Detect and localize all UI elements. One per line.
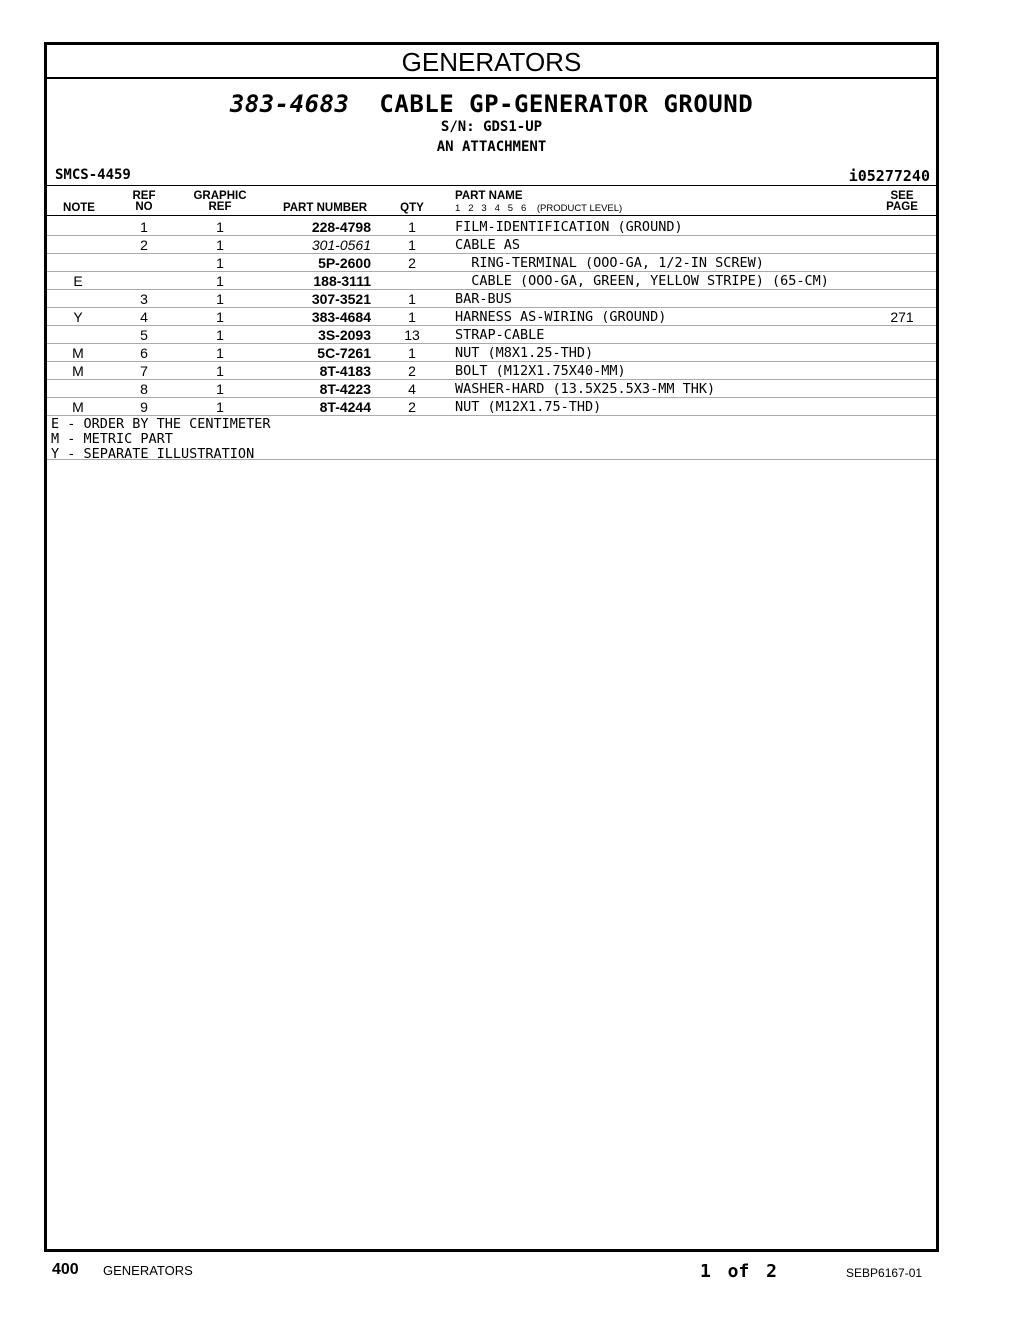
col-ref-no: REF NO xyxy=(132,190,156,213)
note-cell: M xyxy=(72,345,84,361)
part-number-cell: 307-3521 xyxy=(311,291,371,307)
part-number-cell: 8T-4244 xyxy=(319,399,371,415)
qty-cell: 1 xyxy=(408,237,416,253)
part-name-cell: FILM-IDENTIFICATION (GROUND) xyxy=(455,219,683,235)
col-qty: QTY xyxy=(400,202,424,214)
graphic-ref-cell: 1 xyxy=(216,399,224,415)
header-bottom-rule xyxy=(47,215,936,216)
qty-cell: 1 xyxy=(408,309,416,325)
smcs-code: SMCS-4459 xyxy=(55,167,131,183)
part-number-cell: 228-4798 xyxy=(311,219,371,235)
ref-no-cell: 1 xyxy=(140,219,148,235)
part-number-cell: 8T-4223 xyxy=(319,381,371,397)
footer-page-of: 1 of 2 xyxy=(700,1261,778,1282)
note-cell: Y xyxy=(73,309,83,325)
part-name-cell: WASHER-HARD (13.5X25.5X3-MM THK) xyxy=(455,381,716,397)
illustration-id: i05277240 xyxy=(848,167,930,185)
group-name: CABLE GP-GENERATOR GROUND xyxy=(379,90,754,118)
ref-no-cell: 6 xyxy=(140,345,148,361)
table-row xyxy=(47,217,936,235)
footer-doc-id: SEBP6167-01 xyxy=(846,1266,923,1280)
part-number-cell: 188-3111 xyxy=(313,273,371,289)
qty-cell: 13 xyxy=(404,327,420,343)
part-name-cell: HARNESS AS-WIRING (GROUND) xyxy=(455,309,667,325)
note-e: E - ORDER BY THE CENTIMETER xyxy=(51,416,271,432)
graphic-ref-cell: 1 xyxy=(216,327,224,343)
ref-no-cell: 9 xyxy=(140,399,148,415)
part-number-cell: 5C-7261 xyxy=(317,345,371,361)
part-name-cell: CABLE (OOO-GA, GREEN, YELLOW STRIPE) (65-CM) xyxy=(455,273,829,289)
qty-cell: 1 xyxy=(408,291,416,307)
notes-bottom-rule xyxy=(47,459,936,460)
graphic-ref-cell: 1 xyxy=(216,309,224,325)
col-graphic-ref: GRAPHIC REF xyxy=(193,190,247,213)
section-title: GENERATORS xyxy=(47,45,936,79)
serial-number: S/N: GDS1-UP xyxy=(440,119,543,135)
note-cell: E xyxy=(73,273,83,289)
qty-cell: 2 xyxy=(408,363,416,379)
note-m: M - METRIC PART xyxy=(51,431,173,447)
table-row xyxy=(47,379,936,397)
table-row xyxy=(47,397,936,415)
part-name-cell: NUT (M8X1.25-THD) xyxy=(455,345,594,361)
col-part-name: PART NAME xyxy=(455,190,523,202)
part-name-cell: NUT (M12X1.75-THD) xyxy=(455,399,602,415)
note-cell: M xyxy=(72,363,84,379)
qty-cell: 2 xyxy=(408,255,416,271)
part-number-cell: 301-0561 xyxy=(311,237,371,253)
table-row xyxy=(47,253,936,271)
col-see-page: SEE PAGE xyxy=(886,190,918,213)
graphic-ref-cell: 1 xyxy=(216,273,224,289)
part-number-cell: 383-4684 xyxy=(311,309,371,325)
ref-no-cell: 5 xyxy=(140,327,148,343)
table-row xyxy=(47,343,936,361)
table-row xyxy=(47,361,936,379)
qty-cell: 4 xyxy=(408,381,416,397)
note-y: Y - SEPARATE ILLUSTRATION xyxy=(51,446,255,462)
table-row xyxy=(47,325,936,343)
part-number-cell: 8T-4183 xyxy=(319,363,371,379)
table-row xyxy=(47,307,936,325)
part-name-cell: STRAP-CABLE xyxy=(455,327,545,343)
graphic-ref-cell: 1 xyxy=(216,255,224,271)
graphic-ref-cell: 1 xyxy=(216,345,224,361)
ref-no-cell: 8 xyxy=(140,381,148,397)
part-name-cell: BOLT (M12X1.75X40-MM) xyxy=(455,363,626,379)
notes-block xyxy=(51,417,270,462)
group-heading xyxy=(47,90,936,118)
col-part-number: PART NUMBER xyxy=(282,202,368,214)
page-frame xyxy=(44,42,939,1252)
footer-page-number: 400 xyxy=(52,1261,79,1278)
col-note: NOTE xyxy=(63,202,95,214)
graphic-ref-cell: 1 xyxy=(216,219,224,235)
part-name-cell: CABLE AS xyxy=(455,237,521,253)
part-number-cell: 3S-2093 xyxy=(318,327,371,343)
ref-no-cell: 7 xyxy=(140,363,148,379)
graphic-ref-cell: 1 xyxy=(216,381,224,397)
graphic-ref-cell: 1 xyxy=(216,237,224,253)
ref-no-cell: 3 xyxy=(140,291,148,307)
header-top-rule xyxy=(47,185,936,186)
qty-cell: 2 xyxy=(408,399,416,415)
product-level-legend: 1 2 3 4 5 6 (PRODUCT LEVEL) xyxy=(455,203,623,214)
graphic-ref-cell: 1 xyxy=(216,291,224,307)
qty-cell: 1 xyxy=(408,345,416,361)
qty-cell: 1 xyxy=(408,219,416,235)
part-number-cell: 5P-2600 xyxy=(318,255,371,271)
table-row xyxy=(47,289,936,307)
table-row xyxy=(47,271,936,289)
group-number: 383-4683 xyxy=(229,90,350,118)
note-cell: M xyxy=(72,399,84,415)
part-name-cell: BAR-BUS xyxy=(455,291,512,307)
footer-section: GENERATORS xyxy=(103,1263,193,1278)
part-name-cell: RING-TERMINAL (OOO-GA, 1/2-IN SCREW) xyxy=(455,255,764,271)
attachment-type: AN ATTACHMENT xyxy=(436,139,547,155)
graphic-ref-cell: 1 xyxy=(216,363,224,379)
ref-no-cell: 4 xyxy=(140,309,148,325)
table-row xyxy=(47,235,936,253)
see-page-cell: 271 xyxy=(890,309,914,325)
ref-no-cell: 2 xyxy=(140,237,148,253)
